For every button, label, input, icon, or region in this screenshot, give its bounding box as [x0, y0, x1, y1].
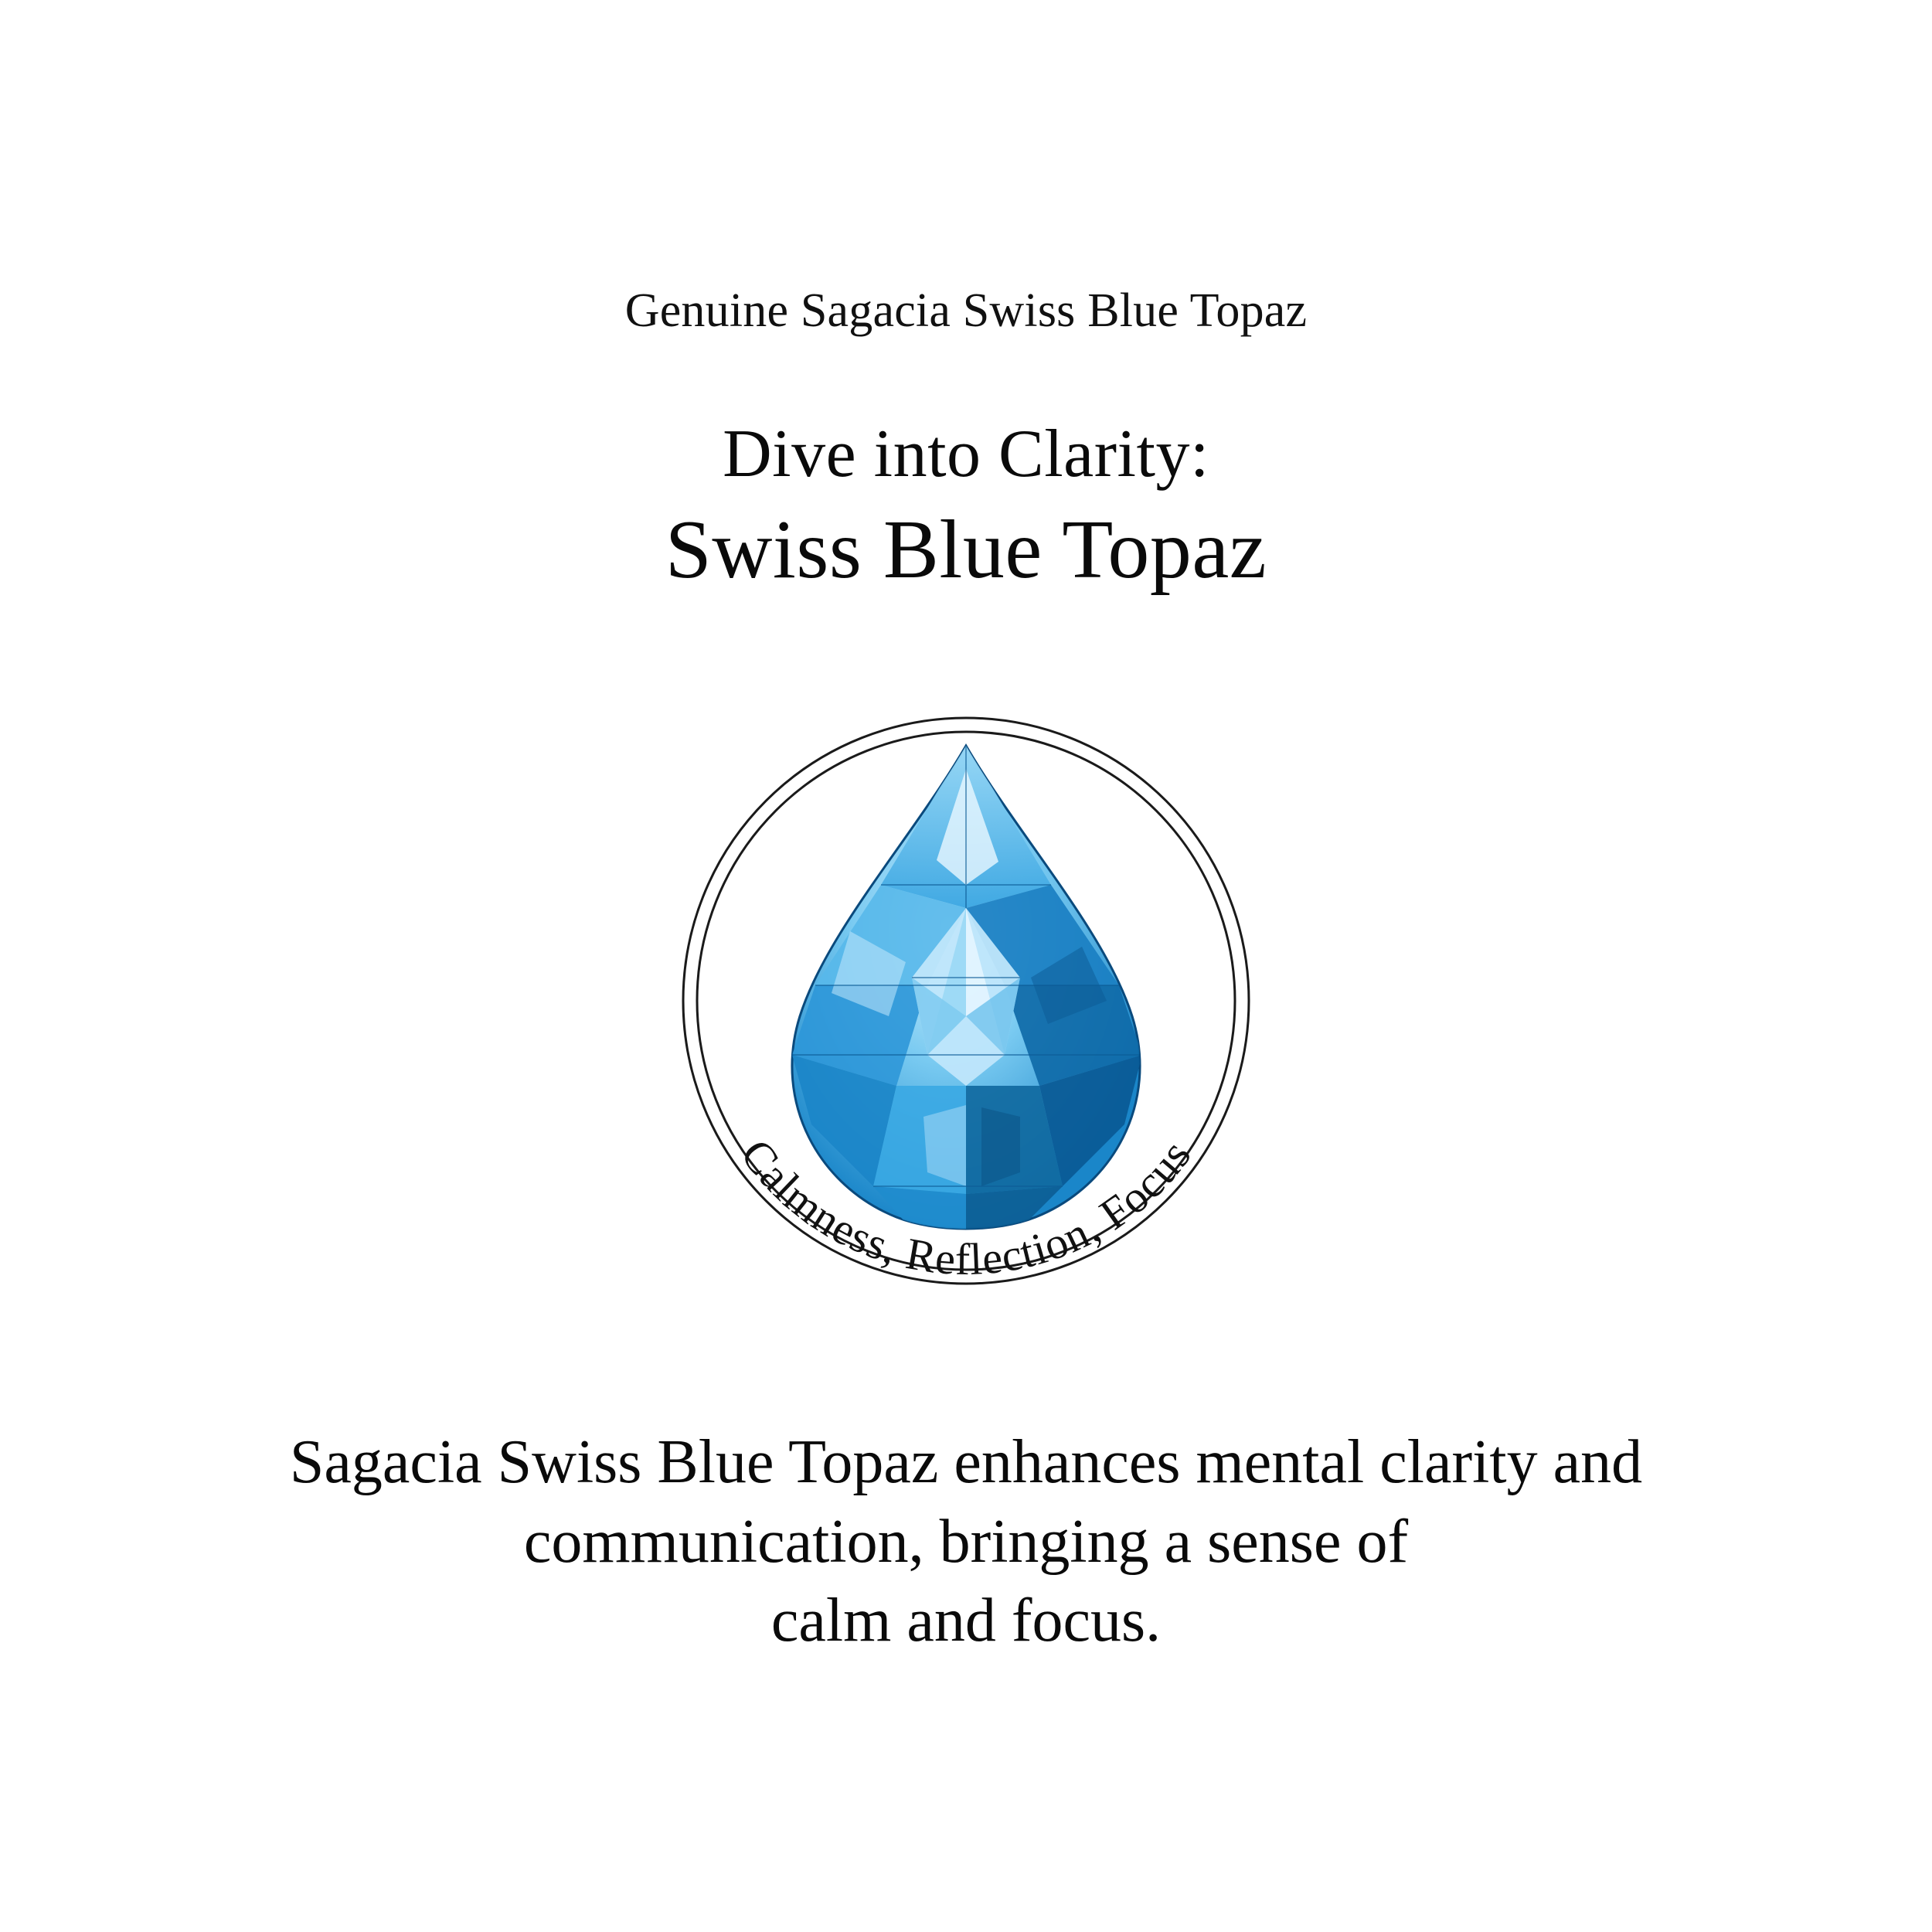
page-title: [665, 414, 1267, 599]
description-line-3: calm and focus.: [770, 1587, 1162, 1655]
emblem-circular-text: Calmness, Reflection, Focus: [730, 1130, 1201, 1285]
description-line-1: Sagacia Swiss Blue Topaz enhances mental clarity and: [289, 1428, 1643, 1497]
gemstone-emblem: [618, 653, 1314, 1349]
gemstone-illustration: [792, 744, 1142, 1237]
headline-line-2: Swiss Blue Topaz: [665, 504, 1267, 597]
product-eyebrow-text: Genuine Sagacia Swiss Blue Topaz: [624, 284, 1308, 337]
description-line-2: communication, bringing a sense of: [523, 1507, 1409, 1576]
product-description: [124, 1423, 1808, 1660]
emblem-graphic: [618, 653, 1314, 1349]
headline-line-1: Dive into Clarity:: [723, 417, 1209, 492]
